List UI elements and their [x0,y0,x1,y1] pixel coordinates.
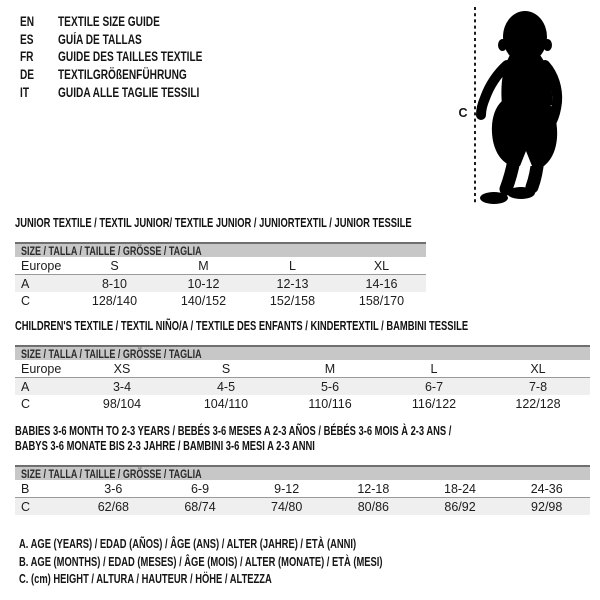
size-value: 68/74 [184,499,216,514]
row-label: C [21,499,31,514]
size-value: 86/92 [444,499,476,514]
section-title-line: CHILDREN'S TEXTILE / TEXTIL NIÑO/A / TEXTILE DES ENFANTS / KINDERTEXTIL / BAMBINI TESSILE [15,319,469,333]
size-value: 12-18 [357,481,390,496]
section-title-line: JUNIOR TEXTILE / TEXTIL JUNIOR/ TEXTILE JUNIOR / JUNIORTEXTIL / JUNIOR TESSILE [15,216,412,230]
footnote-age-years: A. AGE (YEARS) / EDAD (AÑOS) / ÂGE (ANS) / ALTER (JAHRE) / ETÀ (ANNI) [19,537,357,551]
language-row [20,83,251,101]
size-value: 98/104 [102,396,142,411]
language-row [20,66,251,84]
size-value: 6-7 [424,379,444,394]
table-rows [15,257,426,309]
size-value: 140/152 [180,293,227,308]
section-junior-textile [15,216,426,309]
size-value: 104/110 [203,396,249,411]
section-title-line: BABIES 3-6 MONTH TO 2-3 YEARS / BEBÉS 3-6 MESES A 2-3 AÑOS / BÉBÉS 3-6 MOIS À 2-3 ANS / [15,424,452,438]
language-title: TEXTILGRÖßENFÜHRUNG [58,67,187,83]
language-title: TEXTILE SIZE GUIDE [58,14,160,30]
row-label: C [21,396,31,411]
size-table [15,465,590,515]
row-label: A [21,379,30,394]
table-size-header: SIZE / TALLA / TAILLE / GRÖSSE / TAGLIA [15,345,590,360]
language-code: EN [20,14,35,30]
footnotes [19,536,504,589]
table-row [15,257,426,275]
language-header [20,13,251,101]
table-size-header: SIZE / TALLA / TAILLE / GRÖSSE / TAGLIA [15,465,590,480]
section-title-line: BABYS 3-6 MONATE BIS 2-3 JAHRE / BAMBINI 3-6 MESI A 2-3 ANNI [15,439,315,453]
size-value: M [198,258,209,273]
table-row [15,480,590,498]
size-value: 5-6 [320,379,340,394]
row-label: Europe [21,258,62,273]
language-title: GUIDA ALLE TAGLIE TESSILI [58,84,200,100]
size-value: 3-4 [112,379,132,394]
table-row [15,378,590,395]
table-rows [15,360,590,412]
size-value: 12-13 [276,276,309,291]
size-value: 62/68 [97,499,129,514]
size-value: 8-10 [101,276,128,291]
language-row [20,48,251,66]
size-value: 6-9 [190,481,210,496]
size-value: 7-8 [528,379,548,394]
row-label: C [21,293,31,308]
size-value: 152/158 [269,293,316,308]
table-rows [15,480,590,515]
size-table [15,345,590,412]
size-value: S [110,258,119,273]
baby-silhouette [480,11,557,204]
table-row [15,275,426,292]
table-row [15,292,426,309]
table-row [15,395,590,412]
size-value: 4-5 [216,379,236,394]
row-label: Europe [21,361,62,376]
language-code: IT [20,84,29,100]
table-size-header: SIZE / TALLA / TAILLE / GRÖSSE / TAGLIA [15,242,426,257]
footnote-height-cm: C. (cm) HEIGHT / ALTURA / HAUTEUR / HÖHE / ALTEZZA [19,572,272,586]
size-value: L [289,258,296,273]
size-value: 14-16 [365,276,398,291]
language-code: ES [20,31,34,47]
size-value: 10-12 [187,276,220,291]
size-value: 158/170 [358,293,405,308]
section-babies-textile [15,424,590,515]
size-value: XL [530,361,546,376]
language-title: GUIDE DES TAILLES TEXTILE [58,49,203,65]
language-row [20,31,251,49]
size-value: 128/140 [91,293,138,308]
size-value: XS [113,361,131,376]
row-label: B [21,481,30,496]
size-value: 80/86 [357,499,389,514]
size-value: M [324,361,336,376]
size-table [15,242,426,309]
size-value: L [430,361,438,376]
size-value: 24-36 [530,481,563,496]
section-childrens-textile [15,319,590,412]
row-label: A [21,276,30,291]
size-value: 18-24 [444,481,477,496]
size-value: 92/98 [531,499,563,514]
size-value: 122/128 [515,396,561,411]
footnote-age-months: B. AGE (MONTHS) / EDAD (MESES) / ÂGE (MOIS) / ALTER (MONATE) / ETÀ (MESI) [19,554,383,569]
table-row [15,360,590,378]
baby-silhouette-icon [450,5,600,210]
height-measure-label: C [458,106,468,120]
language-code: DE [20,67,35,83]
size-value: 116/122 [411,396,457,411]
section-title [15,216,426,231]
table-row [15,498,590,515]
size-value: 3-6 [104,481,123,496]
size-value: 9-12 [274,481,300,496]
size-value: XL [373,258,390,273]
language-title: GUÍA DE TALLAS [58,31,142,47]
language-code: FR [20,49,34,65]
language-row [20,13,251,31]
size-value: S [221,361,231,376]
section-title [15,424,590,454]
figure-area [450,5,600,210]
size-value: 110/116 [308,396,352,411]
size-value: 74/80 [271,499,303,514]
section-title [15,319,590,334]
